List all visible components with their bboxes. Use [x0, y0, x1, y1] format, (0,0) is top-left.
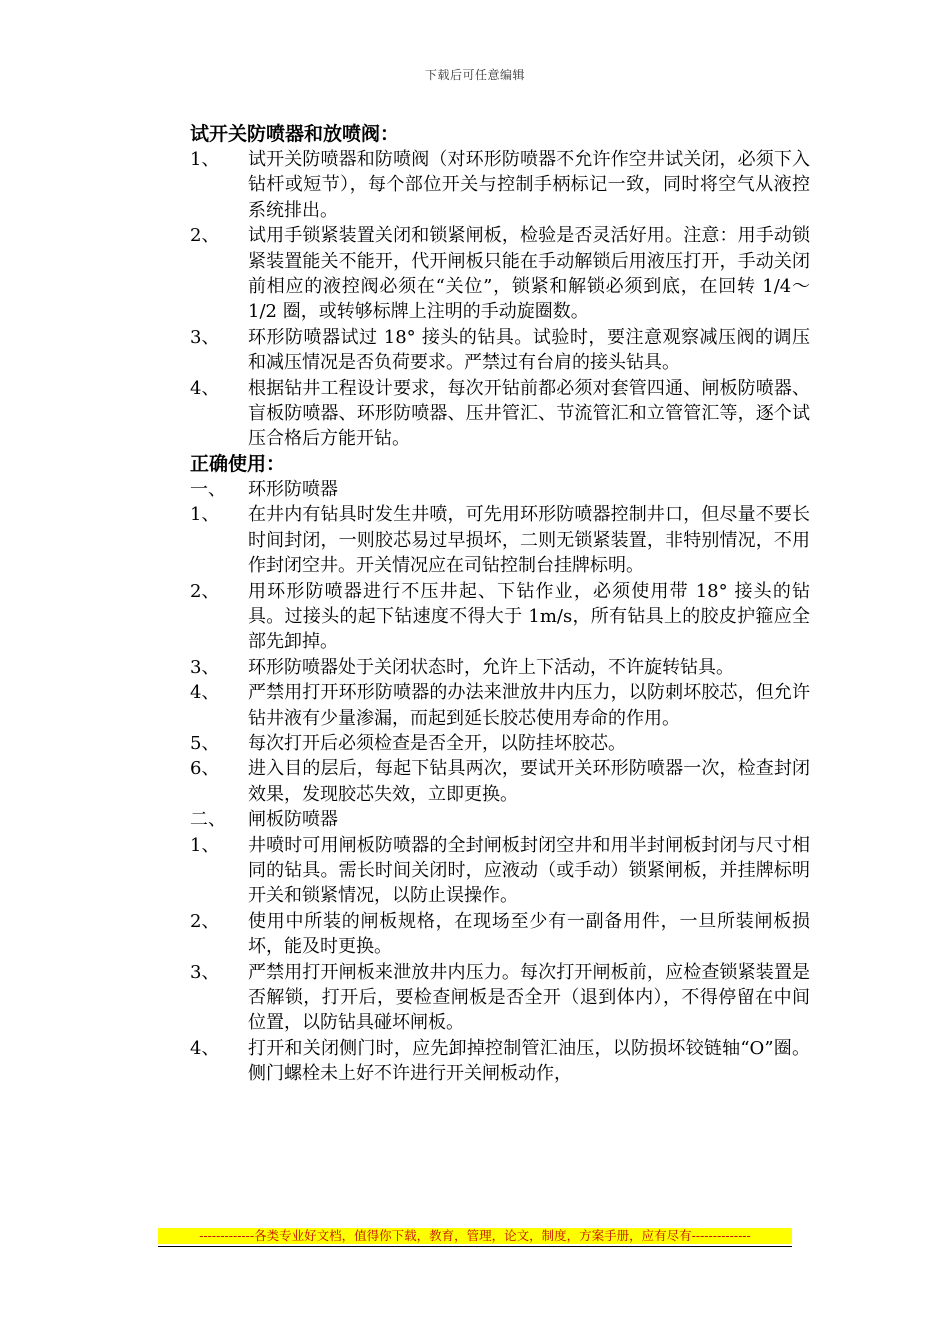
item-number: 4、: [190, 1037, 220, 1059]
item-number: 4、: [190, 377, 220, 399]
item-text: 在井内有钻具时发生井喷，可先用环形防喷器控制井口，但尽量不要长时间封闭，一则胶芯易过早损坏，二则无锁紧装置，非特别情况，不用作封闭空井。开关情况应在司钻控制台挂牌标明。: [248, 504, 810, 577]
page-header: 下载后可任意编辑: [424, 68, 525, 82]
list-item: [190, 960, 810, 1036]
subsection-title: [190, 807, 810, 832]
item-number: 3、: [190, 656, 220, 678]
item-number: 4、: [190, 682, 220, 704]
list-item: [190, 680, 810, 731]
item-text: 每次打开后必须检查是否全开，以防挂坏胶芯。: [248, 732, 626, 754]
item-text: 试开关防喷器和防喷阀（对环形防喷器不允许作空井试关闭，必须下入钻杆或短节），每个部位开关与控制手柄标记一致，同时将空气从液控系统排出。: [248, 149, 810, 221]
item-text: 井喷时可用闸板防喷器的全封闸板封闭空井和用半封闸板封闭与尺寸相同的钻具。需长时间关闭时，应液动（或手动）锁紧闸板，并挂牌标明开关和锁紧情况，以防止误操作。: [248, 834, 810, 907]
list-item: [190, 909, 810, 960]
item-text: 环形防喷器: [248, 478, 338, 500]
item-text: 用环形防喷器进行不压井起、下钻作业，必须使用带 18° 接头的钻具。过接头的起下钻速度不得大于 1m/s，所有钻具上的胶皮护箍应全部先卸掉。: [248, 580, 810, 653]
list-item: [190, 502, 810, 578]
item-number: 3、: [190, 961, 220, 983]
item-number: 2、: [190, 580, 220, 602]
footer-banner: -------------各类专业好文档，值得你下载，教育，管理，论文，制度，方案手册，应有尽有--------------: [158, 1228, 792, 1244]
item-text: 环形防喷器试过 18° 接头的钻具。试验时，要注意观察减压阀的调压和减压情况是否负荷要求。严禁过有台肩的接头钻具。: [248, 326, 810, 374]
list-item: [190, 655, 810, 680]
list-item: [190, 223, 810, 325]
item-number: 2、: [190, 225, 220, 247]
item-text: 试用手锁紧装置关闭和锁紧闸板，检验是否灵活好用。注意：用手动锁紧装置能关不能开，代开闸板只能在手动解锁后用液压打开，手动关闭前相应的液控阀必须在“关位”，锁紧和解锁必须到底，在回转 1/4～1/2 圈，或转够标牌上注明的手动旋圈数。: [248, 225, 810, 323]
section-heading: 正确使用：: [190, 452, 286, 475]
item-text: 打开和关闭侧门时，应先卸掉控制管汇油压，以防损坏铰链轴“O”圈。侧门螺栓未上好不许进行开关闸板动作，: [248, 1037, 810, 1085]
list-item: [190, 756, 810, 807]
section-heading: 试开关防喷器和放喷阀：: [190, 123, 400, 145]
item-number: 1、: [190, 834, 220, 856]
list-item: [190, 833, 810, 909]
item-number: 3、: [190, 326, 220, 348]
list-item: [190, 731, 810, 756]
item-number: 1、: [190, 504, 220, 526]
item-text: 严禁用打开环形防喷器的办法来泄放井内压力，以防刺坏胶芯，但允许钻井液有少量渗漏，而起到延长胶芯使用寿命的作用。: [248, 682, 810, 729]
item-number: 一、: [190, 478, 226, 500]
item-number: 2、: [190, 910, 220, 932]
item-text: 使用中所装的闸板规格，在现场至少有一副备用件，一旦所装闸板损坏，能及时更换。: [248, 910, 810, 958]
list-item: [190, 147, 810, 223]
list-item: [190, 376, 810, 452]
list-item: [190, 579, 810, 655]
item-number: 5、: [190, 732, 220, 754]
footer-divider: [158, 1246, 792, 1247]
item-number: 1、: [190, 149, 220, 170]
item-text: 环形防喷器处于关闭状态时，允许上下活动，不许旋转钻具。: [248, 656, 734, 678]
item-number: 二、: [190, 809, 226, 831]
item-text: 进入目的层后，每起下钻具两次，要试开关环形防喷器一次，检查封闭效果，发现胶芯失效，立即更换。: [248, 758, 810, 805]
list-item: [190, 325, 810, 376]
list-item: [190, 1036, 810, 1087]
subsection-title: [190, 477, 810, 502]
item-text: 闸板防喷器: [248, 809, 338, 831]
item-text: 根据钻井工程设计要求，每次开钻前都必须对套管四通、闸板防喷器、盲板防喷器、环形防喷器、压井管汇、节流管汇和立管管汇等，逐个试压合格后方能开钻。: [248, 377, 810, 450]
item-number: 6、: [190, 758, 220, 780]
document-body: [190, 122, 810, 1087]
item-text: 严禁用打开闸板来泄放井内压力。每次打开闸板前，应检查锁紧装置是否解锁，打开后，要检查闸板是否全开（退到体内），不得停留在中间位置，以防钻具碰坏闸板。: [248, 961, 810, 1034]
